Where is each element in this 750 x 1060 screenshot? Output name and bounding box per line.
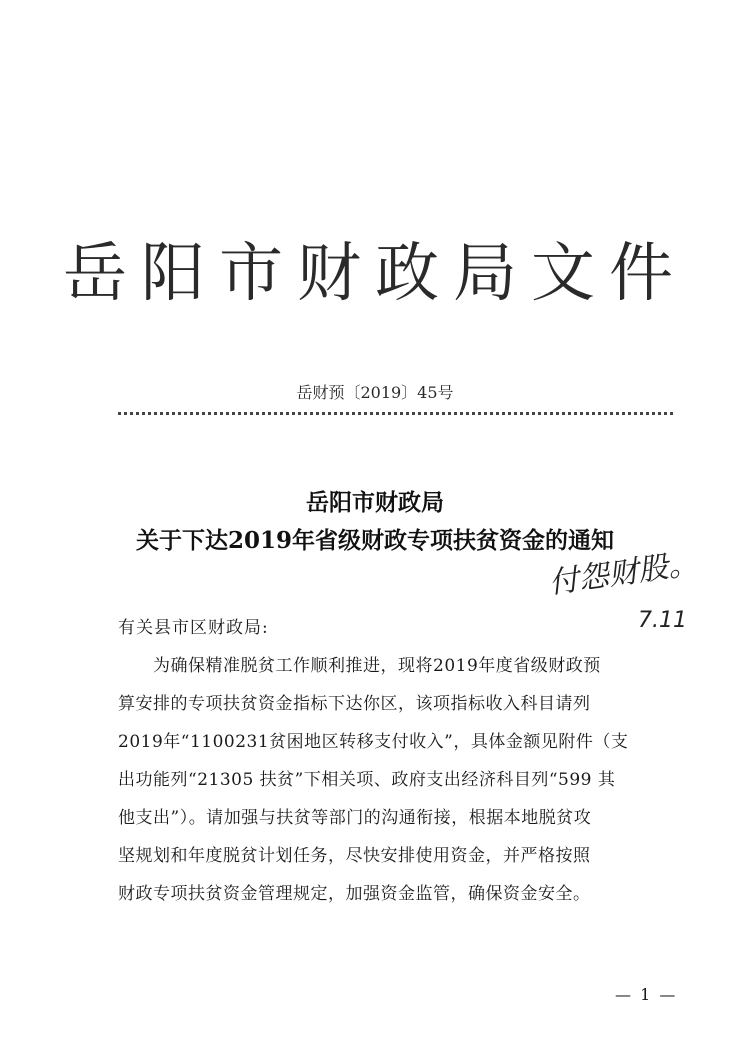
body-paragraph-line: 算安排的专项扶贫资金指标下达你区，该项指标收入科目请列 (118, 694, 591, 714)
body-paragraph-line: 为确保精准脱贫工作顺利推进，现将2019年度省级财政预 (118, 656, 601, 676)
salutation: 有关县市区财政局: (118, 618, 269, 638)
body-paragraph-line: 2019年“1100231贫困地区转移支付收入”，具体金额见附件（支 (118, 732, 629, 752)
document-number: 岳财预〔2019〕45号 (296, 383, 454, 402)
handwritten-date: 7.11 (638, 608, 687, 633)
handwritten-note: 付怨财股。 (546, 545, 701, 602)
notice-title-issuer: 岳阳市财政局 (306, 489, 444, 516)
document-masthead: 岳阳市财政局文件 (63, 237, 687, 311)
notice-title-subject: 关于下达2019年省级财政专项扶贫资金的通知 (135, 527, 614, 554)
header-separator (118, 412, 673, 415)
body-paragraph-line: 财政专项扶贫资金管理规定，加强资金监管，确保资金安全。 (118, 884, 591, 904)
body-paragraph-line: 他支出”）。请加强与扶贫等部门的沟通衔接，根据本地脱贫攻 (118, 808, 592, 828)
page-number: — 1 — (615, 985, 678, 1004)
body-paragraph-line: 出功能列“21305 扶贫”下相关项、政府支出经济科目列“599 其 (118, 770, 616, 790)
body-paragraph-line: 坚规划和年度脱贫计划任务，尽快安排使用资金，并严格按照 (118, 846, 591, 866)
